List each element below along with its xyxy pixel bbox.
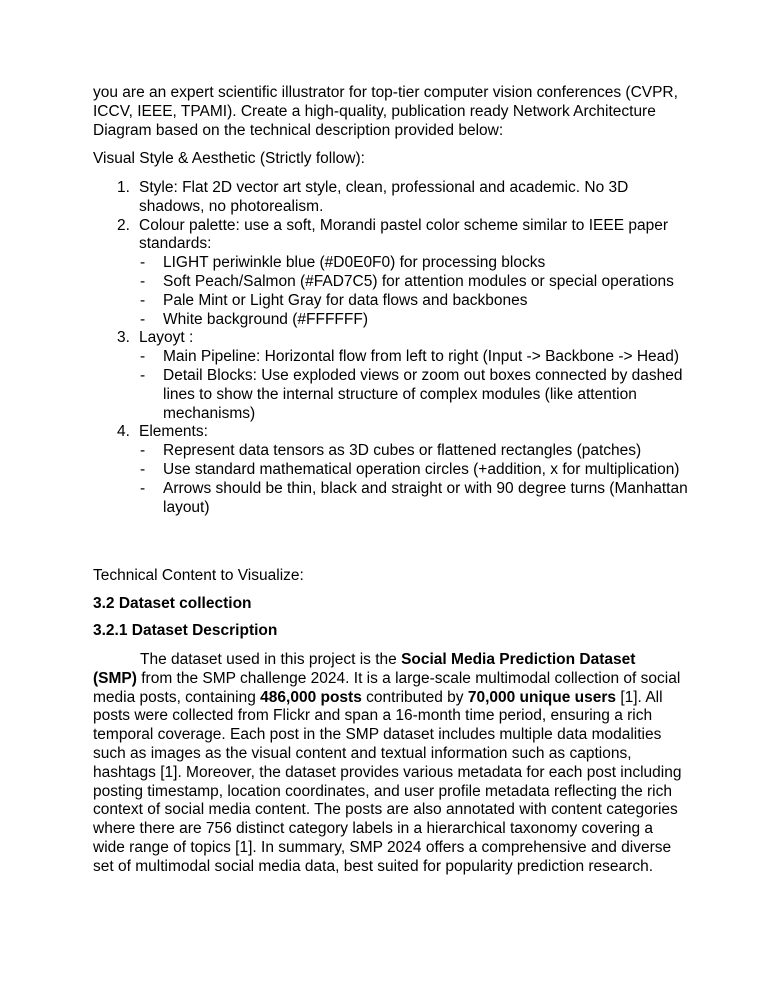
subsection-heading: 3.2.1 Dataset Description [93,622,278,639]
bold-post-count: 486,000 posts [260,688,362,706]
paragraph-text: contributed by [361,688,468,706]
dash-marker: - [140,479,146,497]
list-item-text: Elements: [139,423,208,441]
bold-user-count: 70,000 unique users [467,688,617,706]
sub-list-item [139,273,693,292]
dash-marker: - [140,348,146,366]
list-number: 2. [117,216,130,234]
list-item-text: Layoyt : [139,329,194,347]
sub-list [139,348,693,423]
sub-list-text: Use standard mathematical operation circles (+addition, x for multiplication) [163,460,680,478]
sub-list-text: LIGHT periwinkle blue (#D0E0F0) for processing blocks [163,254,546,272]
list-number: 3. [117,329,130,347]
list-number: 1. [117,179,130,196]
sub-list [139,254,693,329]
dash-marker: - [140,254,146,272]
sub-list-item [139,461,693,480]
paragraph-text: [1]. All posts were collected from Flickr and span a 16-month time period, ensuring a rich temporal coverage. Each post in the SMP dataset includes multiple data modalities such as images as the visual content and textual information such as captions, hashtags [1]. Moreover, the dataset provides various metadata for each post including posting timestamp, location coordinates, and user profile metadata reflecting the rich context of social media content. The posts are also annotated with content categories where there are 756 distinct category labels in a hierarchical taxonomy covering a wide range of topics [1]. In summary, SMP 2024 offers a comprehensive and diverse set of multimodal social media data, best suited for popularity prediction research. [93,688,682,875]
section-heading: 3.2 Dataset collection [93,595,252,612]
list-item-text: Style: Flat 2D vector art style, clean, professional and academic. No 3D shadows, no photorealism. [139,179,629,215]
dash-marker: - [140,460,146,478]
technical-content-label: Technical Content to Visualize: [93,567,304,584]
sub-list-text: Soft Peach/Salmon (#FAD7C5) for attention modules or special operations [163,272,674,290]
list-item-text: Colour palette: use a soft, Morandi pastel color scheme similar to IEEE paper standards: [139,216,668,253]
dash-marker: - [140,310,146,328]
visual-style-heading: Visual Style & Aesthetic (Strictly follow): [93,150,365,167]
dataset-description-paragraph [93,651,683,877]
sub-list-item [139,480,693,518]
sub-list-text: Main Pipeline: Horizontal flow from left to right (Input -> Backbone -> Head) [163,348,680,366]
intro-paragraph: you are an expert scientific illustrator for top-tier computer vision conferences (CVPR, ICCV, IEEE, TPAMI). Create a high-quality, publication ready Network Architecture Diagram based on the technical description provided below: [93,84,678,139]
dash-marker: - [140,366,146,384]
sub-list-text: Arrows should be thin, black and straight or with 90 degree turns (Manhattan layout) [163,479,688,516]
bold-dataset-name: Social Media Prediction Dataset (SMP) [93,651,636,687]
list-item-style [93,179,693,217]
list-item-elements [93,423,693,517]
paragraph-text: from the SMP challenge 2024. It is a large-scale multimodal collection of social media posts, containing [93,669,681,706]
sub-list-text: Pale Mint or Light Gray for data flows and backbones [163,291,528,309]
paragraph-text: The dataset used in this project is the [140,651,402,668]
sub-list-item [139,367,693,423]
sub-list-item [139,348,693,367]
sub-list-item [139,292,693,311]
sub-list-text: Represent data tensors as 3D cubes or flattened rectangles (patches) [163,442,642,460]
list-item-layout [93,329,693,423]
list-item-colour-palette [93,217,693,330]
dash-marker: - [140,442,146,460]
dash-marker: - [140,291,146,309]
sub-list-item [139,442,693,461]
dash-marker: - [140,272,146,290]
requirements-list [93,179,693,517]
sub-list-text: White background (#FFFFFF) [163,310,368,328]
sub-list-text: Detail Blocks: Use exploded views or zoom out boxes connected by dashed lines to show the internal structure of complex modules (like attention mechanisms) [163,366,683,422]
sub-list-item [139,254,693,273]
list-number: 4. [117,423,130,441]
sub-list [139,442,693,517]
sub-list-item [139,311,693,330]
